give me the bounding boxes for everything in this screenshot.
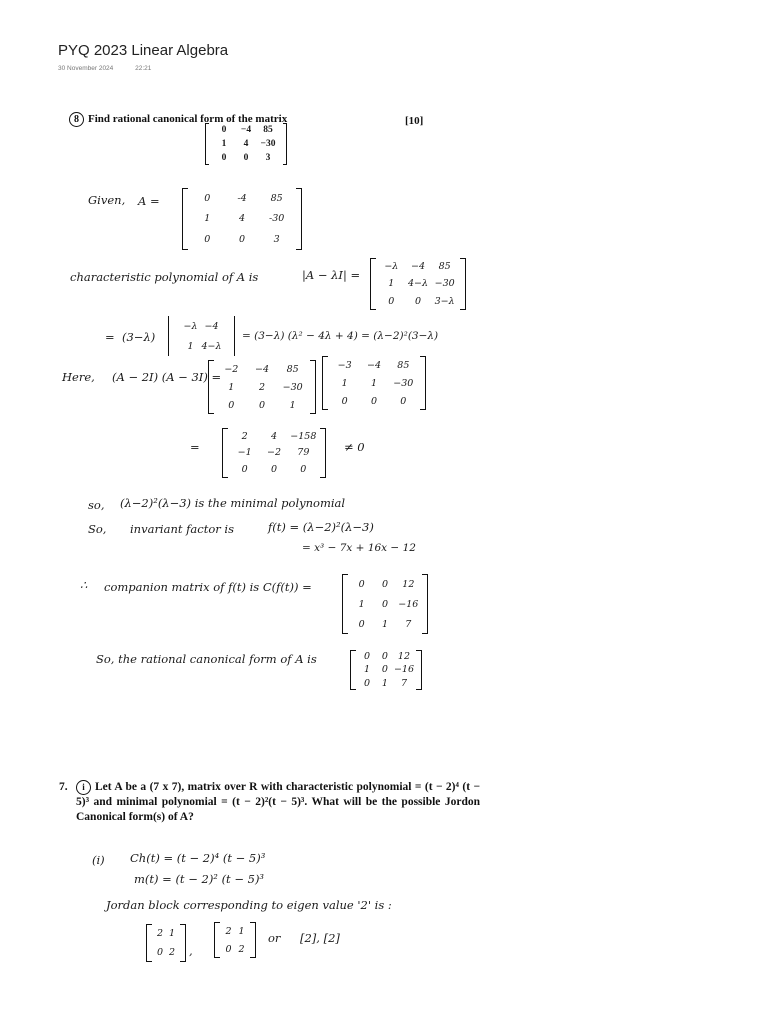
q7-part: i: [76, 780, 91, 795]
matrix-cell: 1: [388, 278, 395, 290]
q8-number: 8: [69, 112, 84, 127]
matrix-cell: 0: [358, 618, 365, 630]
m1-matrix: [208, 360, 316, 414]
q8-matrix: [205, 123, 287, 165]
jordan-block-1: [146, 924, 186, 962]
matrix-cell: −4: [366, 359, 381, 371]
matrix-cell: −2: [224, 363, 239, 375]
sol7-part-label: (i): [92, 853, 105, 867]
matrix-cell: −4: [254, 363, 269, 375]
matrix-cell: −3: [337, 359, 352, 371]
expand-result: = (3−λ) (λ² − 4λ + 4) = (λ−2)²(3−λ): [242, 330, 439, 342]
matrix-cell: 0: [414, 295, 422, 307]
matrix-cell: 4: [238, 213, 246, 225]
matrix-cell: 2: [225, 925, 232, 937]
block-sep: ,: [189, 944, 193, 958]
matrix-cell: −4: [204, 320, 219, 332]
matrix-cell: 1: [381, 677, 388, 689]
so2-rhs: f(t) = (λ−2)²(λ−3): [268, 520, 374, 534]
matrix-cell: −16: [393, 664, 414, 676]
m2-matrix: [322, 356, 426, 410]
expand-prefix: =: [105, 330, 115, 344]
so2-text: invariant factor is: [130, 522, 234, 536]
matrix-cell: -30: [269, 213, 285, 225]
matrix-cell: −4: [410, 261, 425, 273]
page-date: 30 November 2024: [58, 65, 114, 72]
det-bar-left: [168, 316, 169, 356]
matrix-cell: 3−λ: [434, 295, 455, 307]
char-poly-lhs: |A − λI| =: [302, 268, 361, 282]
matrix-cell: 1: [228, 381, 235, 393]
given-label: Given,: [88, 193, 126, 207]
q8-prompt: Find rational canonical form of the matrix: [88, 113, 288, 125]
char-poly-label: characteristic polynomial of A is: [70, 270, 259, 284]
page-time: 22:21: [135, 65, 152, 72]
matrix-cell: 4: [243, 139, 249, 149]
matrix-cell: 2: [168, 947, 176, 958]
matrix-cell: 0: [241, 464, 248, 476]
matrix-cell: 4−λ: [407, 278, 428, 290]
matrix-cell: −30: [260, 139, 276, 149]
final-label: So, the rational canonical form of A is: [96, 652, 317, 666]
matrix-cell: 0: [243, 153, 249, 163]
m-line: m(t) = (t − 2)² (t − 5)³: [134, 872, 265, 886]
det-bar-right: [234, 316, 235, 356]
matrix-cell: 1: [363, 664, 370, 676]
q7-prompt: Let A be a (7 x 7), matrix over R with characteristic polynomial = (t − 2)⁴ (t − 5)³ and minimal polynomial = (t − 2)²(t − 5)³. What will be the possible Jordon Canonical form(s) of A?: [76, 781, 480, 823]
matrix-cell: 0: [381, 664, 388, 676]
matrix-cell: −λ: [384, 261, 399, 273]
matrix-cell: 4−λ: [201, 340, 222, 352]
matrix-cell: −30: [434, 278, 455, 290]
matrix-cell: 1: [370, 377, 378, 389]
matrix-cell: −1: [237, 447, 252, 459]
matrix-cell: 0: [228, 399, 235, 411]
matrix-cell: 2: [241, 430, 248, 442]
companion-matrix: [342, 574, 428, 634]
matrix-cell: 0: [156, 947, 164, 958]
matrix-cell: 0: [221, 125, 227, 135]
ch-line: Ch(t) = (t − 2)⁴ (t − 5)³: [130, 851, 266, 865]
so1-text: (λ−2)²(λ−3) is the minimal polynomial: [120, 496, 346, 510]
matrix-cell: 0: [238, 234, 246, 246]
here-label: Here,: [62, 370, 95, 384]
given-lhs: A =: [138, 194, 160, 208]
matrix-cell: 0: [381, 578, 389, 590]
matrix-cell: 1: [358, 598, 365, 610]
matrix-cell: 0: [381, 598, 389, 610]
page-title: PYQ 2023 Linear Algebra: [58, 42, 229, 59]
matrix-cell: 0: [204, 192, 211, 204]
q8-marks: [10]: [405, 115, 424, 127]
matrix-cell: 0: [363, 651, 370, 663]
product-matrix: [222, 428, 326, 478]
matrix-cell: 1: [187, 340, 194, 352]
matrix-cell: 1: [289, 399, 296, 411]
matrix-cell: 85: [270, 192, 283, 204]
matrix-cell: 85: [438, 261, 451, 273]
matrix-cell: 0: [381, 651, 388, 663]
matrix-cell: 0: [225, 943, 232, 955]
matrix-cell: 1: [168, 928, 176, 939]
char-matrix: [370, 258, 466, 310]
so1-label: so,: [88, 498, 105, 512]
matrix-cell: 85: [263, 125, 273, 135]
matrix-cell: 0: [370, 395, 378, 407]
matrix-cell: −158: [290, 430, 317, 442]
matrix-cell: 0: [363, 677, 370, 689]
matrix-cell: 0: [204, 234, 211, 246]
matrix-cell: 1: [238, 925, 245, 937]
matrix-cell: −30: [282, 381, 303, 393]
matrix-cell: 0: [258, 399, 266, 411]
poly-expanded: = x³ − 7x + 16x − 12: [302, 542, 416, 554]
matrix-cell: 2: [258, 381, 266, 393]
expand-factor: (3−λ): [122, 330, 156, 344]
matrix-cell: −λ: [183, 320, 198, 332]
matrix-cell: 2: [238, 943, 245, 955]
jordan-label: Jordan block corresponding to eigen value '2' is :: [106, 898, 392, 912]
given-matrix: [182, 188, 302, 250]
matrix-cell: 85: [397, 359, 410, 371]
therefore-sign: ∴: [80, 578, 88, 592]
q7-number: 7.: [59, 781, 68, 793]
matrix-cell: 0: [270, 464, 278, 476]
matrix-cell: 2: [156, 928, 164, 939]
matrix-cell: 79: [297, 447, 310, 459]
matrix-cell: −2: [266, 447, 281, 459]
matrix-cell: −4: [240, 125, 252, 135]
matrix-cell: 85: [286, 363, 299, 375]
minor-matrix: [172, 316, 230, 356]
product-eq: =: [190, 440, 200, 454]
matrix-cell: −30: [393, 377, 414, 389]
matrix-cell: 12: [397, 651, 411, 663]
matrix-cell: 3: [273, 234, 280, 246]
matrix-cell: 0: [300, 464, 307, 476]
matrix-cell: 7: [405, 618, 412, 630]
matrix-cell: 7: [400, 677, 407, 689]
here-expr: (A − 2I) (A − 3I) =: [112, 370, 222, 384]
jordan-block-2: [214, 922, 256, 958]
matrix-cell: 1: [204, 213, 211, 225]
final-matrix: [350, 650, 422, 690]
q7-text: [59, 780, 480, 825]
matrix-cell: 0: [400, 395, 407, 407]
not-zero: ≠ 0: [344, 440, 365, 454]
matrix-cell: 3: [265, 153, 271, 163]
matrix-cell: 1: [221, 139, 227, 149]
matrix-cell: 0: [341, 395, 348, 407]
scalar-blocks: [2], [2]: [300, 931, 340, 945]
page-meta: [58, 65, 151, 72]
matrix-cell: 1: [341, 377, 348, 389]
matrix-cell: 0: [358, 578, 365, 590]
companion-label: companion matrix of f(t) is C(f(t)) =: [104, 580, 312, 594]
matrix-cell: 0: [388, 295, 395, 307]
matrix-cell: 1: [381, 618, 389, 630]
or-text: or: [268, 931, 281, 945]
matrix-cell: 0: [221, 153, 227, 163]
matrix-cell: 4: [270, 430, 278, 442]
matrix-cell: -4: [237, 192, 247, 204]
so2-label: So,: [88, 522, 107, 536]
matrix-cell: 12: [402, 578, 415, 590]
matrix-cell: −16: [398, 598, 419, 610]
